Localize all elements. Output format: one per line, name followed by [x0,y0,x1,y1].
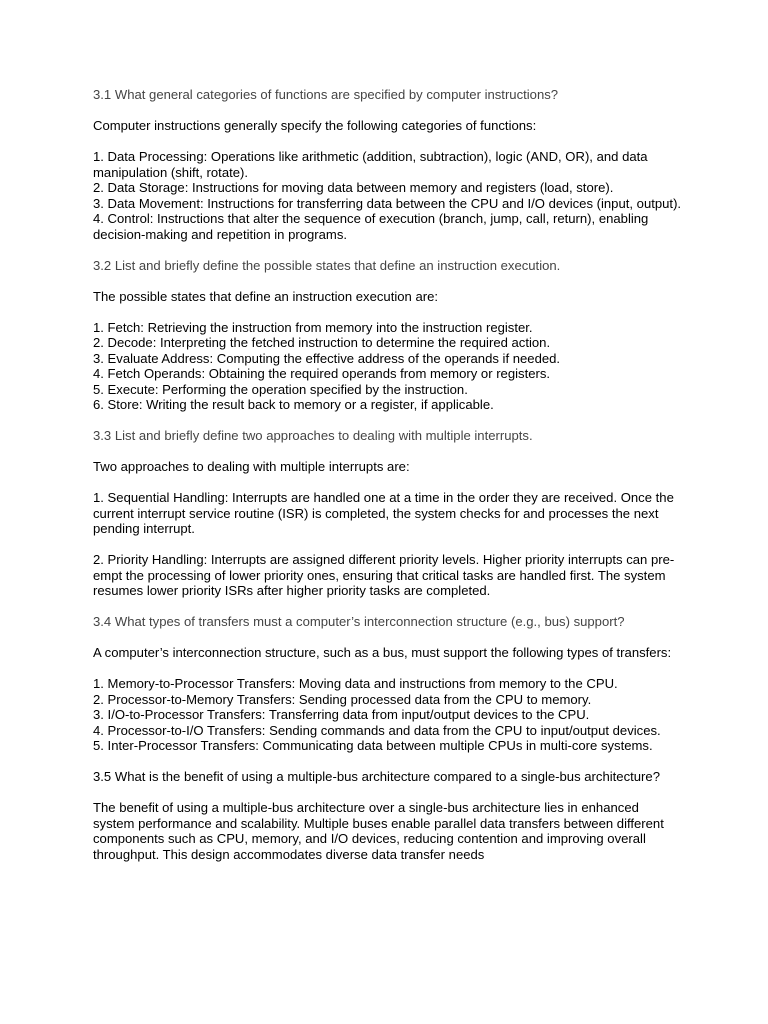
answer-list [93,320,683,413]
section-intro [93,800,683,862]
answer-intro: The possible states that define an instruction execution are: [93,288,439,304]
question-heading: 3.1 What general categories of functions are specified by computer instructions? [93,87,559,102]
answer-intro: The benefit of using a multiple-bus architecture over a single-bus architecture lies in enhanced system performance and scalability. Multiple buses enable parallel data transfers between different components such as CPU, memory, and I/O devices, reducing contention and improving overall throughput. This design accommodates diverse data transfer needs [93,800,664,862]
question-heading: 3.2 List and briefly define the possible states that define an instruction execution. [93,257,561,273]
question-heading: 3.3 List and briefly define two approaches to dealing with multiple interrupts. [93,428,533,443]
answer-paragraph [93,552,683,599]
section-3-4 [93,614,683,630]
list-item: 3. Evaluate Address: Computing the effective address of the operands if needed. [93,350,561,366]
list-item: 4. Processor-to-I/O Transfers: Sending commands and data from the CPU to input/output devices. [93,722,661,738]
list-item: 6. Store: Writing the result back to memory or a register, if applicable. [93,397,494,412]
section-intro [93,289,683,305]
answer-intro: A computer’s interconnection structure, such as a bus, must support the following types of transfers: [93,645,672,660]
section-3-5 [93,769,683,785]
answer-intro: Two approaches to dealing with multiple interrupts are: [93,459,410,474]
answer-list [93,676,683,754]
list-item: 4. Fetch Operands: Obtaining the required operands from memory or registers. [93,366,551,381]
answer-paragraph [93,490,683,537]
list-item: 2. Data Storage: Instructions for moving data between memory and registers (load, store). [93,180,614,195]
list-item: 5. Execute: Performing the operation specified by the instruction. [93,381,468,397]
answer-list [93,149,683,242]
section-intro [93,118,683,134]
list-item: 1. Data Processing: Operations like arithmetic (addition, subtraction), logic (AND, OR), and data manipulation (shift, rotate). [93,149,648,180]
document-page [93,87,683,878]
section-intro [93,645,683,661]
section-3-1 [93,87,683,103]
section-intro [93,459,683,475]
list-item: 4. Control: Instructions that alter the sequence of execution (branch, jump, call, return), enabling decision-making and repetition in programs. [93,211,649,242]
list-item: 3. I/O-to-Processor Transfers: Transferring data from input/output devices to the CPU. [93,707,590,722]
list-item: 3. Data Movement: Instructions for transferring data between the CPU and I/O devices (input, output). [93,195,682,211]
paragraph-text: 1. Sequential Handling: Interrupts are handled one at a time in the order they are received. Once the current interrupt service routine (ISR) is completed, the system checks for and processes the next pending interrupt. [93,490,674,536]
section-3-3 [93,428,683,444]
answer-intro: Computer instructions generally specify the following categories of functions: [93,118,537,133]
question-heading: 3.5 What is the benefit of using a multiple-bus architecture compared to a single-bus architecture? [93,769,660,784]
list-item: 5. Inter-Processor Transfers: Communicating data between multiple CPUs in multi-core systems. [93,738,653,753]
paragraph-text: 2. Priority Handling: Interrupts are assigned different priority levels. Higher priority interrupts can pre-empt the processing of lower priority ones, ensuring that critical tasks are handled first. The system resumes lower priority ISRs after higher priority tasks are completed. [93,552,675,598]
section-3-2 [93,258,683,274]
list-item: 1. Memory-to-Processor Transfers: Moving data and instructions from memory to the CPU. [93,676,618,691]
question-heading: 3.4 What types of transfers must a computer’s interconnection structure (e.g., bus) support? [93,614,625,629]
list-item: 2. Processor-to-Memory Transfers: Sending processed data from the CPU to memory. [93,691,592,707]
list-item: 2. Decode: Interpreting the fetched instruction to determine the required action. [93,335,551,350]
list-item: 1. Fetch: Retrieving the instruction from memory into the instruction register. [93,319,533,335]
